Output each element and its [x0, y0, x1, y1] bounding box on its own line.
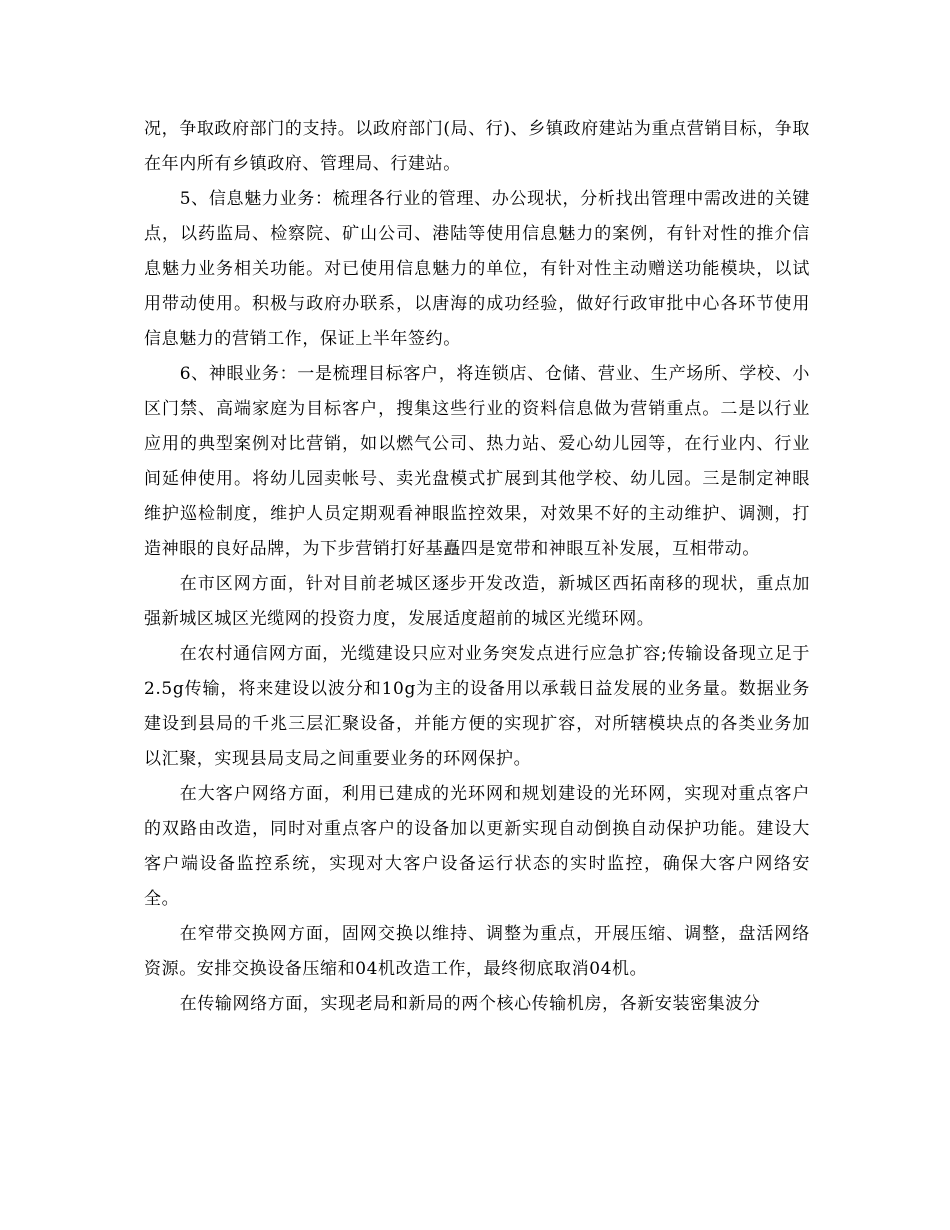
paragraph-4: 在市区网方面，针对目前老城区逐步开发改造，新城区西拓南移的现状，重点加强新城区城区光缆网的投资力度，发展适度超前的城区光缆环网。 — [144, 574, 810, 629]
document-page — [144, 112, 810, 1022]
paragraph-2: 5、信息魅力业务：梳理各行业的管理、办公现状，分析找出管理中需改进的关键点，以药监局、检察院、矿山公司、港陆等使用信息魅力的案例，有针对性的推介信息魅力业务相关功能。对已使用信息魅力的单位，有针对性主动赠送功能模块，以试用带动使用。积极与政府办联系，以唐海的成功经验，做好行政审批中心各环节使用信息魅力的营销工作，保证上半年签约。 — [144, 189, 810, 349]
paragraph-7: 在窄带交换网方面，固网交换以维持、调整为重点，开展压缩、调整，盘活网络资源。安排交换设备压缩和04机改造工作，最终彻底取消04机。 — [144, 924, 810, 979]
paragraph-5: 在农村通信网方面，光缆建设只应对业务突发点进行应急扩容;传输设备现立足于2.5g传输，将来建设以波分和10g为主的设备用以承载日益发展的业务量。数据业务建设到县局的千兆三层汇聚设备，并能方便的实现扩容，对所辖模块点的各类业务加以汇聚，实现县局支局之间重要业务的环网保护。 — [144, 644, 810, 769]
paragraph-8: 在传输网络方面，实现老局和新局的两个核心传输机房，各新安装密集波分 — [179, 994, 761, 1014]
paragraph-3: 6、神眼业务：一是梳理目标客户，将连锁店、仓储、营业、生产场所、学校、小区门禁、高端家庭为目标客户，搜集这些行业的资料信息做为营销重点。二是以行业应用的典型案例对比营销，如以燃气公司、热力站、爱心幼儿园等，在行业内、行业间延伸使用。将幼儿园卖帐号、卖光盘模式扩展到其他学校、幼儿园。三是制定神眼维护巡检制度，维护人员定期观看神眼监控效果，对效果不好的主动维护、调测，打造神眼的良好品牌，为下步营销打好基矗四是宽带和神眼互补发展，互相带动。 — [144, 364, 810, 559]
paragraph-1: 况，争取政府部门的支持。以政府部门(局、行)、乡镇政府建站为重点营销目标，争取在年内所有乡镇政府、管理局、行建站。 — [144, 119, 810, 174]
paragraph-6: 在大客户网络方面，利用已建成的光环网和规划建设的光环网，实现对重点客户的双路由改造，同时对重点客户的设备加以更新实现自动倒换自动保护功能。建设大客户端设备监控系统，实现对大客户设备运行状态的实时监控，确保大客户网络安全。 — [144, 784, 810, 909]
